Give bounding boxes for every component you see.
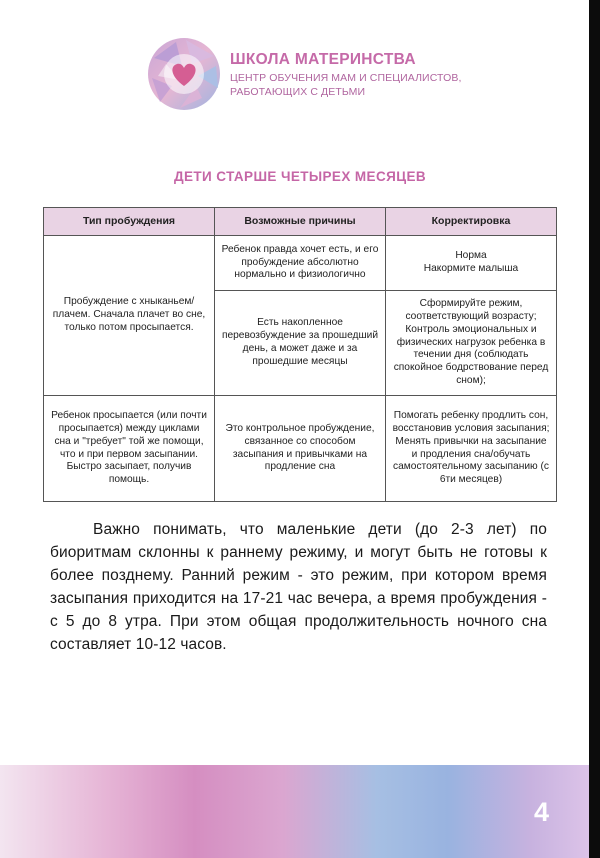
- wake-types-table: [43, 207, 557, 502]
- cause-cell: Есть накопленное перевозбуждение за прошедший день, а может даже и за прошедшие месяцы: [215, 291, 386, 396]
- section-title: ДЕТИ СТАРШЕ ЧЕТЫРЕХ МЕСЯЦЕВ: [173, 169, 427, 184]
- cause-cell: Ребенок правда хочет есть, и его пробуждение абсолютно нормально и физиологично: [215, 236, 386, 291]
- footer-gradient-band: [0, 765, 589, 858]
- correction-cell: [386, 236, 557, 291]
- column-header: Корректировка: [386, 208, 557, 236]
- column-header: Возможные причины: [215, 208, 386, 236]
- correction-cell: Сформируйте режим, соответствующий возрасту; Контроль эмоциональных и физических нагрузок ребенка в течении дня (соблюдать спокойное бодрствование перед сном);: [386, 291, 557, 396]
- paragraph-text: Важно понимать, что маленькие дети (до 2-3 лет) по биоритмам склонны к раннему режиму, и могут быть не готовы к более позднему. Ранний режим - это режим, при котором время засыпания приходится на 17-21 час вечера, а время пробуждения - с 5 до 8 утра. При этом общая продолжительность ночного сна составляет 10-12 часов.: [50, 521, 547, 653]
- table-row: [44, 236, 557, 291]
- brand-subtitle-line1: ЦЕНТР ОБУЧЕНИЯ МАМ И СПЕЦИАЛИСТОВ,: [230, 72, 462, 84]
- column-header: Тип пробуждения: [44, 208, 215, 236]
- wake-type-cell: Ребенок просыпается (или почти просыпается) между циклами сна и "требует" той же помощи, что и при первом засыпании. Быстро засыпает, получив помощь.: [44, 396, 215, 502]
- correction-line: Норма: [455, 250, 487, 262]
- brand-subtitle: [230, 71, 470, 99]
- table-header-row: [44, 208, 557, 236]
- table-row: [44, 396, 557, 502]
- heart-logo-icon: [146, 36, 222, 112]
- correction-line: Накормите малыша: [423, 263, 519, 274]
- page-edge-shadow: [589, 0, 600, 858]
- page-number: 4: [534, 797, 550, 827]
- body-paragraph: [50, 518, 547, 656]
- brand-subtitle-line2: РАБОТАЮЩИХ С ДЕТЬМИ: [230, 86, 366, 98]
- correction-cell: Помогать ребенку продлить сон, восстановив условия засыпания; Менять привычки на засыпание и продления сна/обучать самостоятельному засыпанию (с 6ти месяцев): [386, 396, 557, 502]
- cause-cell: Это контрольное пробуждение, связанное со способом засыпания и привычками на продление сна: [215, 396, 386, 502]
- wake-type-cell: Пробуждение с хныканьем/плачем. Сначала плачет во сне, только потом просыпается.: [44, 236, 215, 396]
- brand-title: ШКОЛА МАТЕРИНСТВА: [230, 51, 416, 68]
